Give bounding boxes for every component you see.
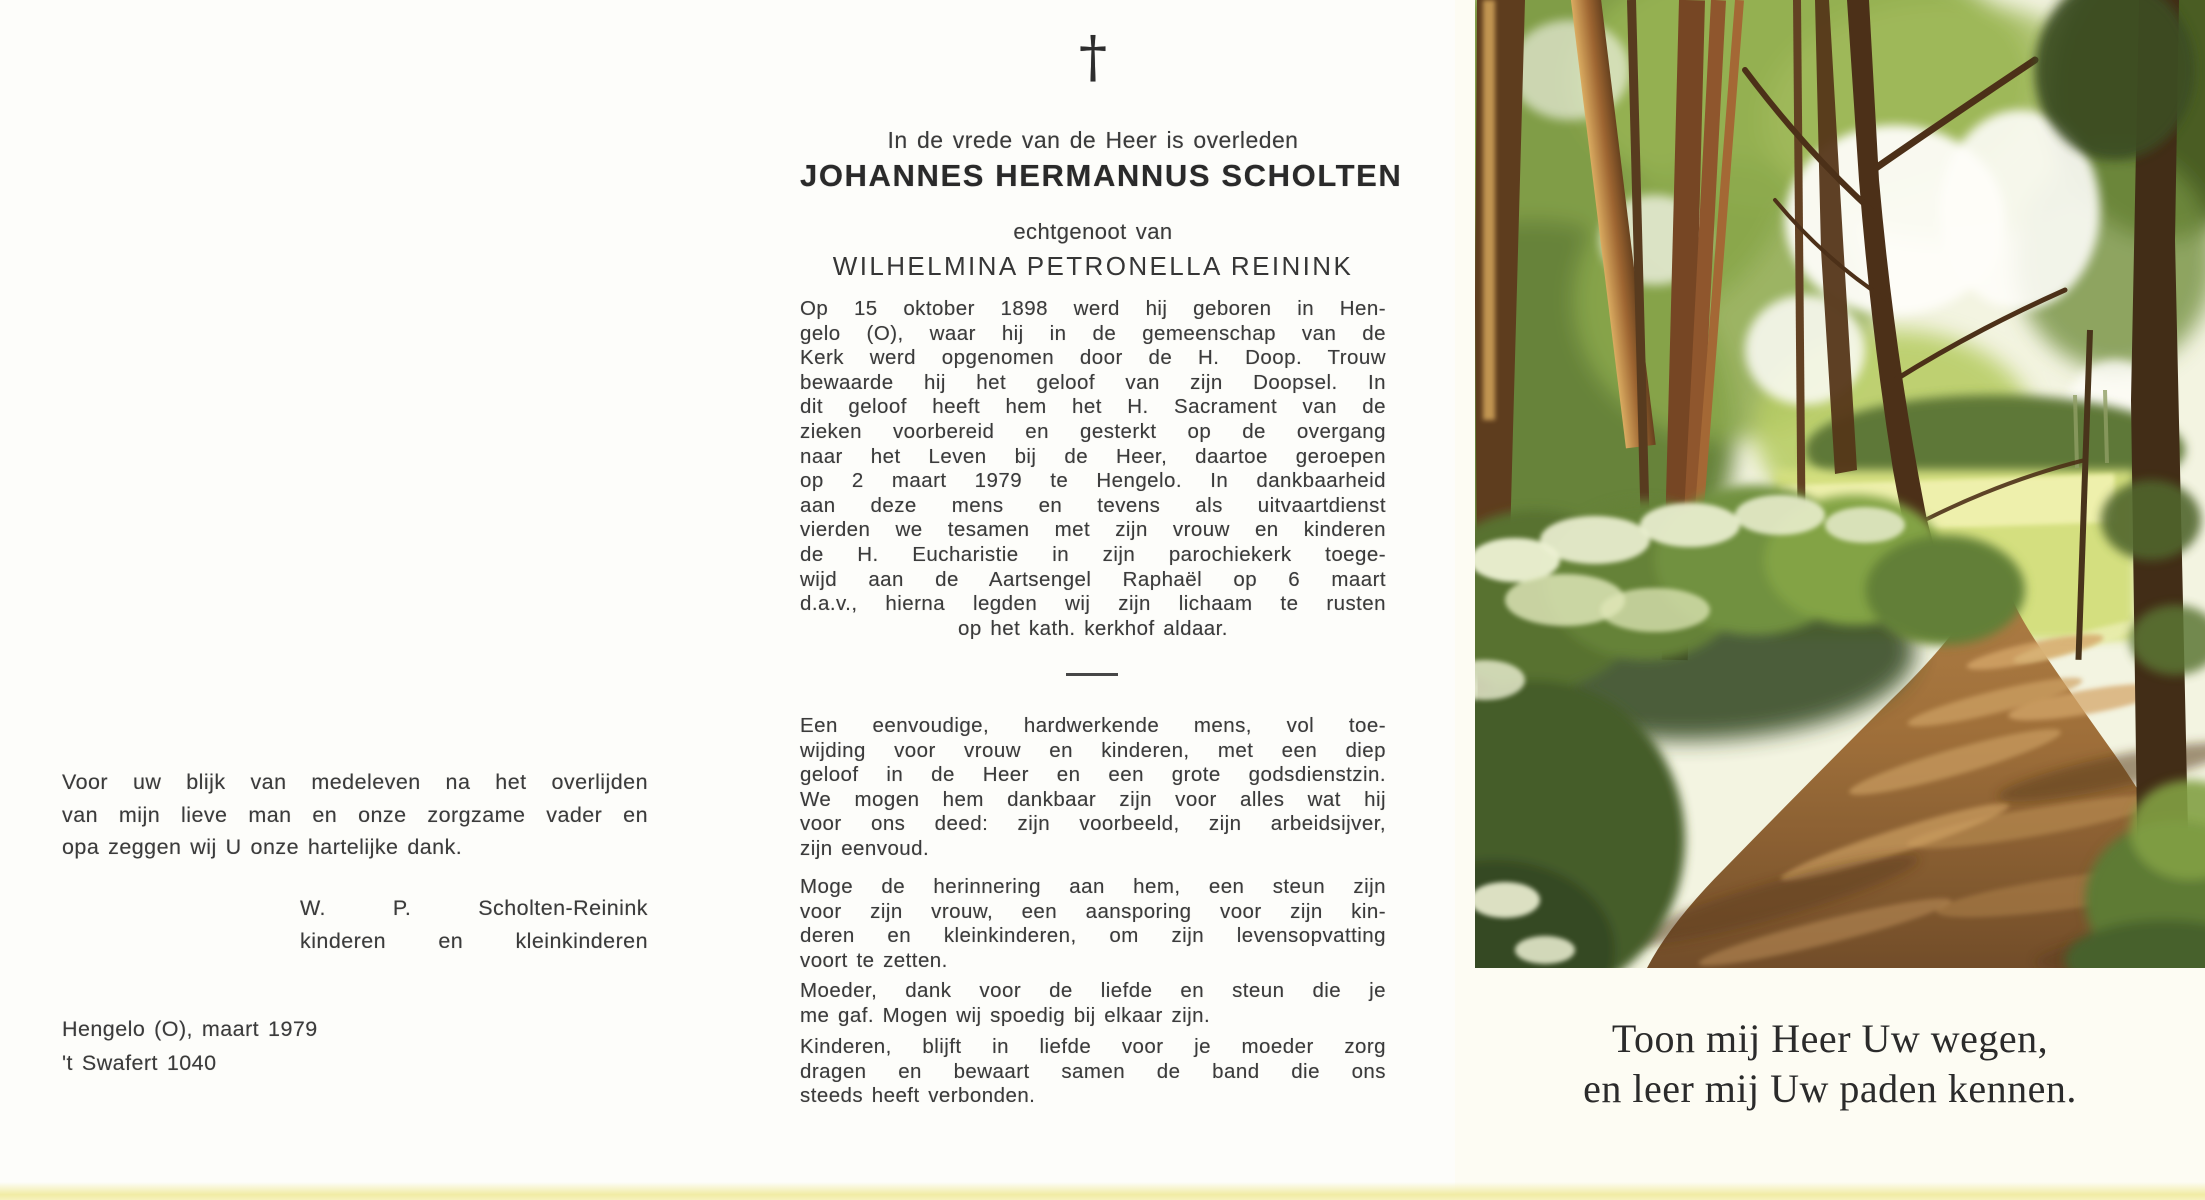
address: 't Swafert 1040	[62, 1050, 217, 1075]
text-line: Kinderen, blijft in liefde voor je moeder zorg	[800, 1035, 1386, 1058]
right-panel	[1455, 0, 2205, 1200]
section-divider	[1066, 673, 1118, 676]
children-paragraph	[800, 1035, 1386, 1109]
text-line: op 2 maart 1979 te Hengelo. In dankbaarheid	[800, 469, 1386, 493]
text-line: Voor uw blijk van medeleven na het overlijden	[62, 770, 648, 794]
text-line: geloof in de Heer en een grote godsdienstzin.	[800, 763, 1386, 787]
card-bottom-edge	[0, 1182, 2205, 1200]
text-line: d.a.v., hierna legden wij zijn lichaam te rusten	[800, 592, 1386, 616]
text-line: aan deze mens en tevens als uitvaartdienst	[800, 493, 1386, 517]
quote-line-2: en leer mij Uw paden kennen.	[1583, 1066, 2077, 1111]
text-line: me gaf. Mogen wij spoedig bij elkaar zijn.	[800, 1003, 1211, 1027]
left-panel	[62, 0, 652, 1200]
text-line: Moge de herinnering aan hem, een steun zijn	[800, 875, 1386, 898]
text-line: naar het Leven bij de Heer, daartoe geroepen	[800, 444, 1386, 468]
memory-paragraph	[800, 875, 1386, 973]
obituary-paragraph	[800, 297, 1386, 641]
tribute-paragraph	[800, 714, 1386, 862]
text-line: wijd aan de Aartsengel Raphaël op 6 maart	[800, 567, 1386, 591]
text-line: bewaarde hij het geloof van zijn Doopsel. In	[800, 370, 1386, 394]
quote-block	[1465, 1014, 2195, 1114]
text-line: zijn eenvoud.	[800, 836, 930, 860]
text-line: dragen en bewaart samen de band die ons	[800, 1059, 1386, 1083]
spouse-name: WILHELMINA PETRONELLA REININK	[832, 251, 1354, 281]
text-line: de H. Eucharistie in zijn parochiekerk toege-	[800, 542, 1386, 566]
forest-path-photo	[1475, 0, 2205, 968]
text-line: opa zeggen wij U onze hartelijke dank.	[62, 835, 463, 859]
text-line: Kerk werd opgenomen door de H. Doop. Trouw	[800, 346, 1386, 370]
relation-line: echtgenoot van	[1013, 219, 1173, 244]
acknowledgement-text	[62, 766, 648, 864]
text-line: voort te zetten.	[800, 948, 948, 972]
text-line: W. P. Scholten-Reinink	[300, 896, 648, 920]
text-line: van mijn lieve man en onze zorgzame vader en	[62, 802, 648, 827]
text-line: kinderen en kleinkinderen	[300, 929, 648, 953]
middle-panel	[800, 0, 1403, 1200]
text-line: wijding voor vrouw en kinderen, met een diep	[800, 738, 1386, 762]
text-line: Op 15 oktober 1898 werd hij geboren in Hen-	[800, 297, 1386, 320]
text-line: Een eenvoudige, hardwerkende mens, vol toe-	[800, 714, 1386, 737]
text-line: We mogen hem dankbaar zijn voor alles wat hij	[800, 787, 1386, 811]
text-line: steeds heeft verbonden.	[800, 1084, 1036, 1108]
mother-paragraph	[800, 979, 1386, 1028]
cross-icon: †	[1079, 25, 1107, 90]
deceased-name: JOHANNES HERMANNUS SCHOLTEN	[800, 158, 1403, 193]
text-line: op het kath. kerkhof aldaar.	[958, 616, 1228, 640]
text-line: vierden we tesamen met zijn vrouw en kinderen	[800, 518, 1386, 542]
forest-path-illustration	[1475, 0, 2205, 968]
quote-line-1: Toon mij Heer Uw wegen,	[1611, 1016, 2049, 1061]
text-line: gelo (O), waar hij in de gemeenschap van de	[800, 321, 1386, 345]
text-line: voor ons deed: zijn voorbeeld, zijn arbeidsijver,	[800, 812, 1386, 836]
text-line: dit geloof heeft hem het H. Sacrament van de	[800, 395, 1386, 419]
text-line: Moeder, dank voor de liefde en steun die je	[800, 979, 1386, 1002]
text-line: zieken voorbereid en gesterkt op de overgang	[800, 419, 1386, 443]
text-line: deren en kleinkinderen, om zijn levensopvatting	[800, 924, 1386, 948]
text-line: voor zijn vrouw, een aansporing voor zijn kin-	[800, 899, 1386, 923]
place-date-block	[62, 1013, 318, 1080]
place-date: Hengelo (O), maart 1979	[62, 1017, 318, 1041]
signature-block	[300, 892, 648, 958]
intro-line: In de vrede van de Heer is overleden	[887, 127, 1299, 153]
